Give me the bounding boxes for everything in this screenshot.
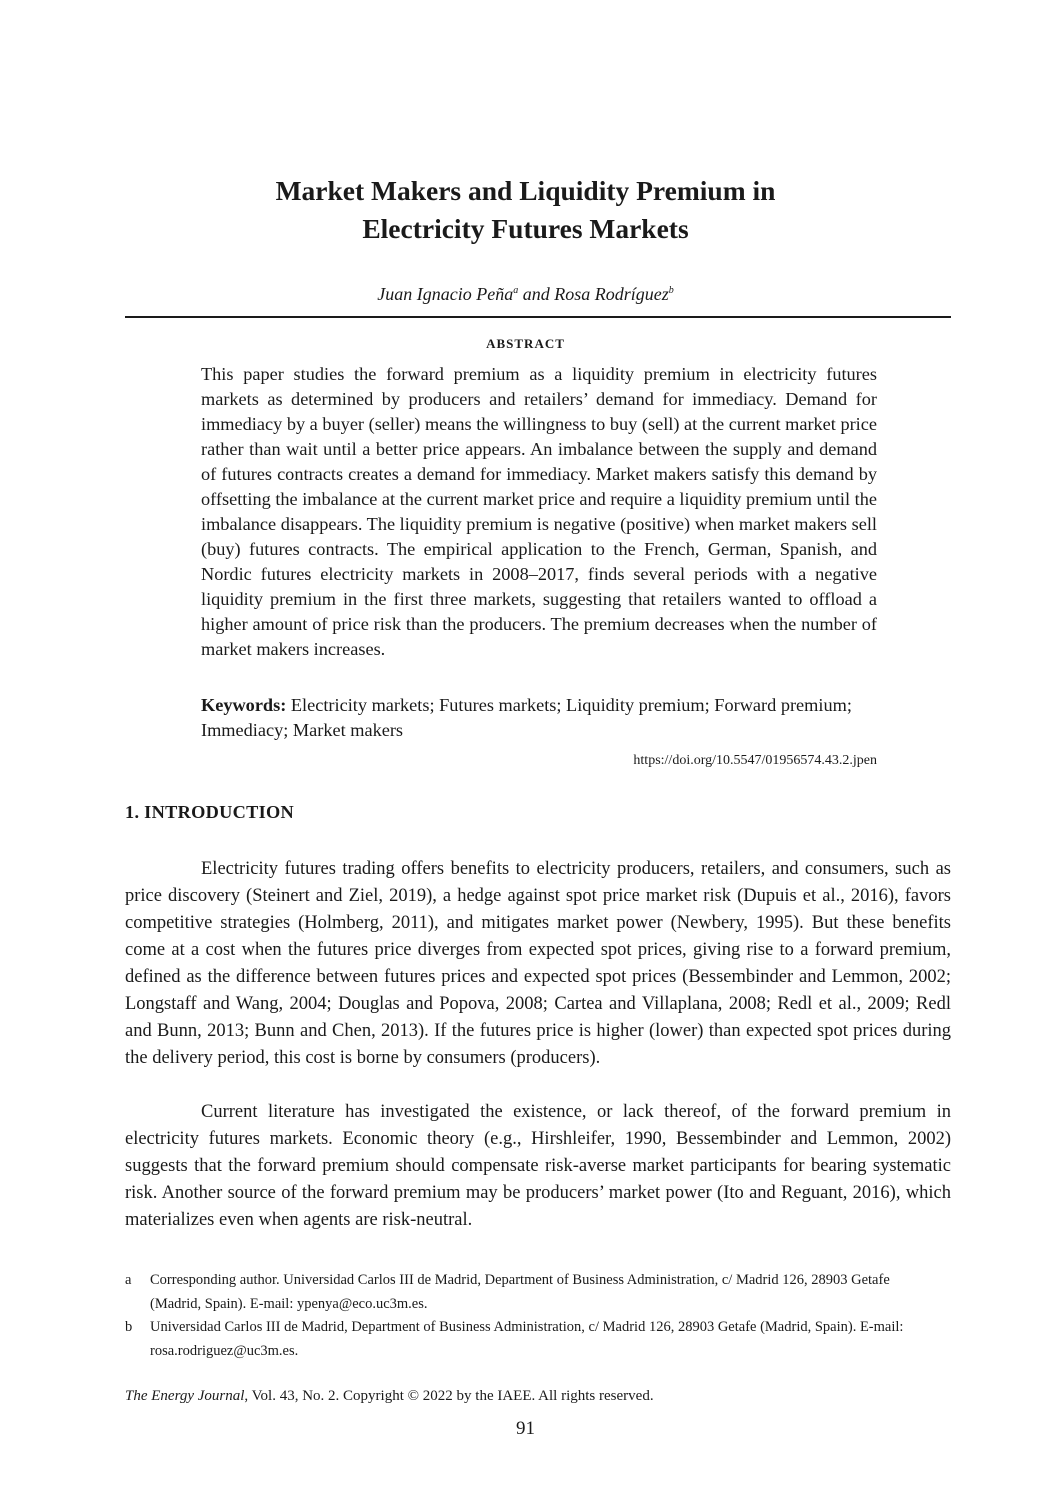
title-line-2: Electricity Futures Markets [362,213,689,244]
doi-link[interactable]: https://doi.org/10.5547/01956574.43.2.jpen [633,753,877,768]
abstract-heading: ABSTRACT [486,336,565,351]
page-number: 91 [516,1418,535,1439]
footnote-text: Universidad Carlos III de Madrid, Department of Business Administration, c/ Madrid 126, 28903 Getafe (Madrid, Spain). E-mail: rosa.rodriguez@uc3m.es. [150,1319,904,1359]
journal-name: The Energy Journal [125,1388,245,1404]
section-heading-introduction: 1. INTRODUCTION [125,802,295,822]
footnotes [125,1269,935,1363]
authors-line [0,282,1051,306]
author-conjunction: and [518,284,555,304]
abstract-text: This paper studies the forward premium as a liquidity premium in electricity futures markets as determined by producers and retailers’ demand for immediacy. Demand for immediacy by a buyer (seller) means the willingness to buy (sell) at the current market price rather than wait until a better price appears. An imbalance between the supply and demand of futures contracts creates a demand for immediacy. Market makers satisfy this demand by offsetting the imbalance at the current market price and require a liquidity premium until the imbalance disappears. The liquidity premium is negative (positive) when market makers sell (buy) futures contracts. The empirical application to the French, German, Spanish, and Nordic futures electricity markets in 2008–2017, finds several periods with a negative liquidity premium in the first three markets, suggesting that retailers wanted to offload a higher amount of price risk than the producers. The premium decreases when the number of market makers increases. [201,364,877,659]
author-1: Juan Ignacio Peña [377,284,514,304]
keywords [201,693,877,743]
paper-title [0,172,1051,248]
title-line-1: Market Makers and Liquidity Premium in [275,175,776,206]
footnote-text: Corresponding author. Universidad Carlos III de Madrid, Department of Business Administration, c/ Madrid 126, 28903 Getafe (Madrid, Spain). E-mail: ypenya@eco.uc3m.es. [150,1272,890,1312]
footnote-mark: b [125,1319,133,1335]
journal-copyright: , Vol. 43, No. 2. Copyright © 2022 by the IAEE. All rights reserved. [244,1388,654,1404]
author-2: Rosa Rodríguez [554,284,669,304]
author-2-affiliation-mark: b [668,285,674,296]
journal-citation [125,1386,654,1406]
keywords-list: Electricity markets; Futures markets; Liquidity premium; Forward premium; Immediacy; Market makers [201,695,852,740]
keywords-label: Keywords: [201,695,287,715]
intro-paragraph-1: Electricity futures trading offers benefits to electricity producers, retailers, and consumers, such as price discovery (Steinert and Ziel, 2019), a hedge against spot price market risk (Dupuis et al., 2016), favors competitive strategies (Holmberg, 2011), and mitigates market power (Newbery, 1995). But these benefits come at a cost when the futures price diverges from expected spot prices, giving rise to a forward premium, defined as the difference between futures prices and expected spot prices (Bessembinder and Lemmon, 2002; Longstaff and Wang, 2004; Douglas and Popova, 2008; Cartea and Villaplana, 2008; Redl et al., 2009; Redl and Bunn, 2013; Bunn and Chen, 2013). If the futures price is higher (lower) than expected spot prices during the delivery period, this cost is borne by consumers (producers). [125,859,951,1068]
author-1-affiliation-mark: a [513,285,519,296]
footnote-b [125,1316,935,1363]
footnote-a [125,1269,935,1316]
intro-paragraph-2: Current literature has investigated the existence, or lack thereof, of the forward premium in electricity futures markets. Economic theory (e.g., Hirshleifer, 1990, Bessembinder and Lemmon, 2002) suggests that the forward premium should compensate risk-averse market participants for bearing systematic risk. Another source of the forward premium may be producers’ market power (Ito and Reguant, 2016), which materializes even when agents are risk-neutral. [125,1102,951,1230]
footnote-mark: a [125,1272,132,1288]
header-divider [125,316,951,318]
